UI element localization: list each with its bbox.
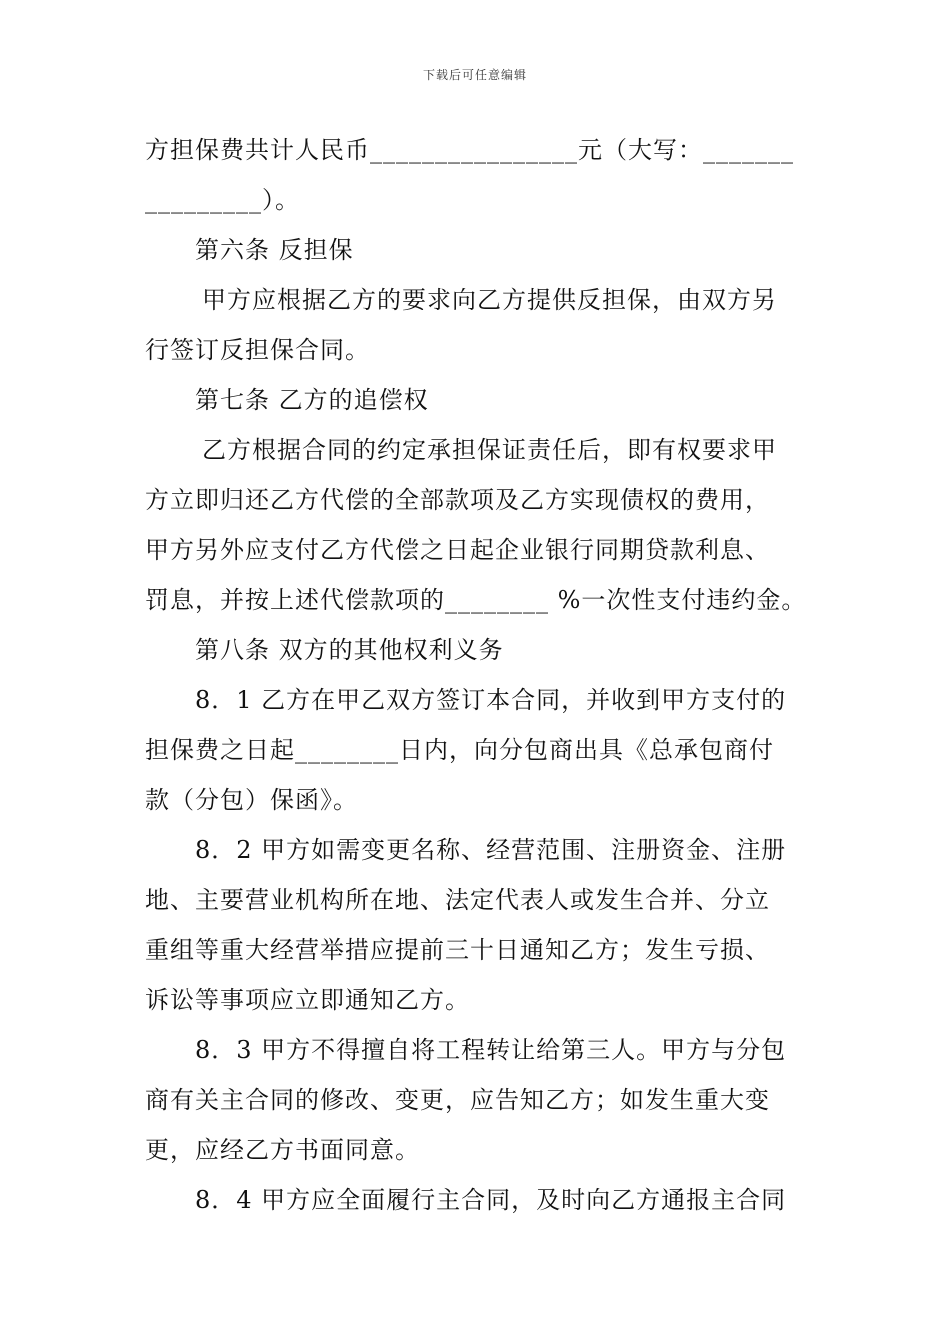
text-line: 商有关主合同的修改、变更，应告知乙方；如发生重大变 bbox=[145, 1086, 770, 1114]
text-line: 乙方根据合同的约定承担保证责任后，即有权要求甲 bbox=[202, 436, 777, 464]
clause-8-1: 8．1 乙方在甲乙双方签订本合同，并收到甲方支付的 bbox=[195, 686, 787, 714]
text-line: 甲方另外应支付乙方代偿之日起企业银行同期贷款利息、 bbox=[145, 536, 770, 564]
clause-8-4: 8．4 甲方应全面履行主合同，及时向乙方通报主合同 bbox=[195, 1186, 787, 1214]
clause-8-3: 8．3 甲方不得擅自将工程转让给第三人。甲方与分包 bbox=[195, 1036, 787, 1064]
page-header-note: 下载后可任意编辑 bbox=[422, 68, 527, 82]
text-line: 罚息，并按上述代偿款项的________ %一次性支付违约金。 bbox=[145, 586, 807, 614]
clause-8-2: 8．2 甲方如需变更名称、经营范围、注册资金、注册 bbox=[195, 836, 787, 864]
text-line: 行签订反担保合同。 bbox=[145, 336, 370, 364]
text-line: _________）。 bbox=[145, 186, 300, 214]
text-line: 方担保费共计人民币________________元（大写：_______ bbox=[145, 136, 794, 164]
text-line: 地、主要营业机构所在地、法定代表人或发生合并、分立 bbox=[145, 886, 770, 914]
section-heading-8: 第八条 双方的其他权利义务 bbox=[195, 636, 504, 664]
section-heading-6: 第六条 反担保 bbox=[195, 236, 354, 264]
text-line: 重组等重大经营举措应提前三十日通知乙方；发生亏损、 bbox=[145, 936, 770, 964]
text-line: 诉讼等事项应立即通知乙方。 bbox=[145, 986, 470, 1014]
text-line: 更，应经乙方书面同意。 bbox=[145, 1136, 420, 1164]
text-line: 担保费之日起________日内，向分包商出具《总承包商付 bbox=[145, 736, 774, 764]
text-line: 款（分包）保函》。 bbox=[145, 786, 358, 814]
document-body bbox=[145, 128, 810, 1228]
section-heading-7: 第七条 乙方的追偿权 bbox=[195, 386, 429, 414]
text-line: 方立即归还乙方代偿的全部款项及乙方实现债权的费用， bbox=[145, 486, 770, 514]
text-line: 甲方应根据乙方的要求向乙方提供反担保，由双方另 bbox=[202, 286, 777, 314]
